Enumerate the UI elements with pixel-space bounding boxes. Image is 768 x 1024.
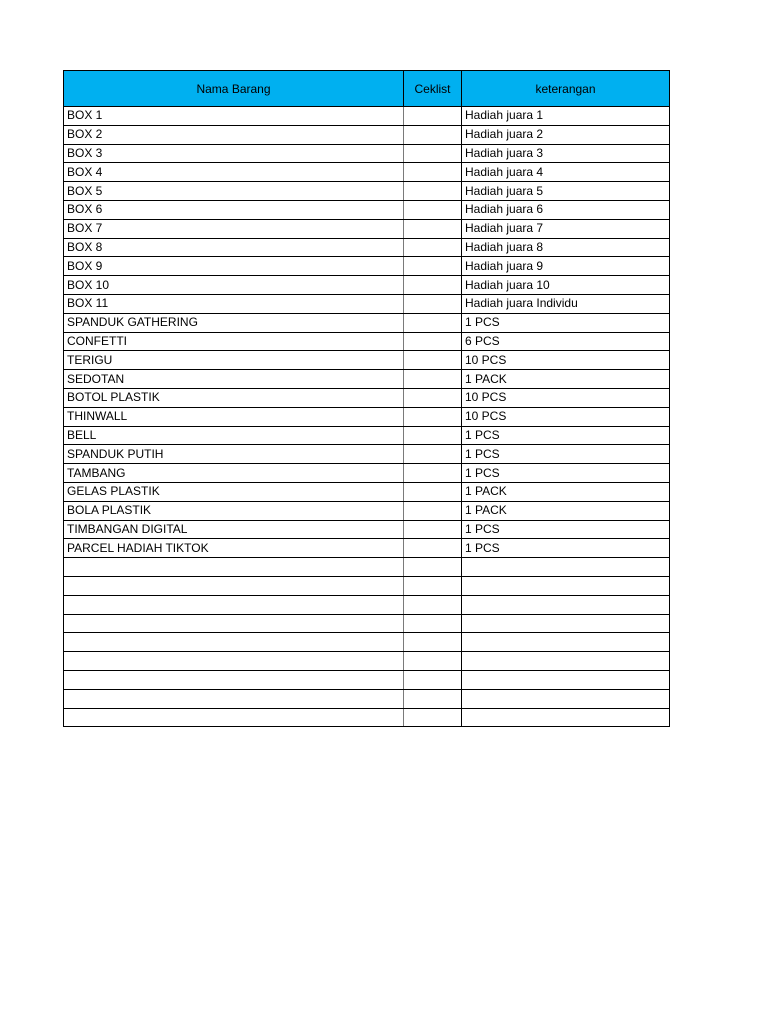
cell-nama-barang[interactable]: TAMBANG — [64, 464, 404, 483]
cell-keterangan[interactable]: 1 PCS — [462, 426, 670, 445]
cell-nama-barang[interactable]: BOX 1 — [64, 107, 404, 126]
cell-nama-barang[interactable]: BOX 4 — [64, 163, 404, 182]
cell-keterangan[interactable]: Hadiah juara 9 — [462, 257, 670, 276]
header-keterangan[interactable]: keterangan — [462, 71, 670, 107]
cell-nama-barang[interactable]: CONFETTI — [64, 332, 404, 351]
table-row — [64, 614, 670, 633]
cell-keterangan[interactable]: Hadiah juara 4 — [462, 163, 670, 182]
cell-ceklist[interactable] — [404, 332, 462, 351]
cell-nama-barang[interactable]: BOX 5 — [64, 182, 404, 201]
cell-ceklist[interactable] — [404, 558, 462, 577]
cell-ceklist[interactable] — [404, 482, 462, 501]
cell-keterangan[interactable]: Hadiah juara 3 — [462, 144, 670, 163]
cell-ceklist[interactable] — [404, 670, 462, 689]
cell-keterangan[interactable] — [462, 708, 670, 727]
cell-nama-barang[interactable]: BOX 11 — [64, 294, 404, 313]
cell-ceklist[interactable] — [404, 426, 462, 445]
cell-nama-barang[interactable]: TERIGU — [64, 351, 404, 370]
header-nama-barang[interactable]: Nama Barang — [64, 71, 404, 107]
cell-keterangan[interactable]: 10 PCS — [462, 351, 670, 370]
cell-nama-barang[interactable] — [64, 614, 404, 633]
cell-keterangan[interactable]: Hadiah juara 10 — [462, 276, 670, 295]
cell-nama-barang[interactable]: GELAS PLASTIK — [64, 482, 404, 501]
cell-ceklist[interactable] — [404, 407, 462, 426]
cell-keterangan[interactable]: Hadiah juara 5 — [462, 182, 670, 201]
table-row — [64, 107, 670, 126]
cell-nama-barang[interactable]: BOTOL PLASTIK — [64, 388, 404, 407]
cell-nama-barang[interactable]: BOX 8 — [64, 238, 404, 257]
cell-nama-barang[interactable]: BELL — [64, 426, 404, 445]
cell-ceklist[interactable] — [404, 351, 462, 370]
table-row — [64, 595, 670, 614]
table-row — [64, 294, 670, 313]
cell-nama-barang[interactable] — [64, 595, 404, 614]
cell-nama-barang[interactable]: BOX 6 — [64, 200, 404, 219]
table-row — [64, 407, 670, 426]
cell-ceklist[interactable] — [404, 708, 462, 727]
table-row — [64, 558, 670, 577]
cell-nama-barang[interactable] — [64, 689, 404, 708]
cell-nama-barang[interactable] — [64, 708, 404, 727]
cell-keterangan[interactable]: 1 PCS — [462, 539, 670, 558]
cell-nama-barang[interactable] — [64, 670, 404, 689]
cell-keterangan[interactable]: 6 PCS — [462, 332, 670, 351]
cell-ceklist[interactable] — [404, 539, 462, 558]
table-row — [64, 313, 670, 332]
table-row — [64, 576, 670, 595]
cell-ceklist[interactable] — [404, 125, 462, 144]
cell-ceklist[interactable] — [404, 614, 462, 633]
cell-nama-barang[interactable] — [64, 633, 404, 652]
cell-keterangan[interactable] — [462, 614, 670, 633]
cell-keterangan[interactable]: 10 PCS — [462, 407, 670, 426]
cell-keterangan[interactable] — [462, 595, 670, 614]
table-row — [64, 670, 670, 689]
cell-ceklist[interactable] — [404, 501, 462, 520]
table-row — [64, 200, 670, 219]
table-row — [64, 163, 670, 182]
cell-keterangan[interactable]: 1 PCS — [462, 464, 670, 483]
cell-nama-barang[interactable]: BOLA PLASTIK — [64, 501, 404, 520]
cell-keterangan[interactable]: Hadiah juara Individu — [462, 294, 670, 313]
cell-nama-barang[interactable]: SPANDUK GATHERING — [64, 313, 404, 332]
table-row — [64, 238, 670, 257]
cell-ceklist[interactable] — [404, 689, 462, 708]
cell-keterangan[interactable] — [462, 670, 670, 689]
cell-ceklist[interactable] — [404, 182, 462, 201]
cell-nama-barang[interactable]: BOX 10 — [64, 276, 404, 295]
cell-ceklist[interactable] — [404, 313, 462, 332]
cell-keterangan[interactable] — [462, 652, 670, 671]
cell-keterangan[interactable]: 1 PCS — [462, 313, 670, 332]
table-row — [64, 182, 670, 201]
cell-keterangan[interactable] — [462, 689, 670, 708]
cell-keterangan[interactable]: 1 PCS — [462, 520, 670, 539]
cell-nama-barang[interactable]: BOX 7 — [64, 219, 404, 238]
table-body — [64, 107, 670, 727]
table-row — [64, 520, 670, 539]
cell-ceklist[interactable] — [404, 652, 462, 671]
cell-keterangan[interactable] — [462, 576, 670, 595]
item-checklist-table — [63, 70, 670, 727]
table-row — [64, 332, 670, 351]
cell-ceklist[interactable] — [404, 633, 462, 652]
cell-keterangan[interactable]: Hadiah juara 1 — [462, 107, 670, 126]
table-row — [64, 501, 670, 520]
cell-nama-barang[interactable]: TIMBANGAN DIGITAL — [64, 520, 404, 539]
header-row — [64, 71, 670, 107]
table-row — [64, 426, 670, 445]
cell-keterangan[interactable]: 1 PACK — [462, 501, 670, 520]
cell-keterangan[interactable]: Hadiah juara 8 — [462, 238, 670, 257]
cell-nama-barang[interactable] — [64, 576, 404, 595]
table-row — [64, 144, 670, 163]
cell-nama-barang[interactable] — [64, 652, 404, 671]
table-row — [64, 464, 670, 483]
table-row — [64, 633, 670, 652]
cell-ceklist[interactable] — [404, 388, 462, 407]
table-row — [64, 539, 670, 558]
cell-ceklist[interactable] — [404, 107, 462, 126]
cell-keterangan[interactable] — [462, 558, 670, 577]
header-ceklist[interactable]: Ceklist — [404, 71, 462, 107]
table-row — [64, 276, 670, 295]
cell-ceklist[interactable] — [404, 464, 462, 483]
cell-keterangan[interactable]: 1 PCS — [462, 445, 670, 464]
cell-nama-barang[interactable]: PARCEL HADIAH TIKTOK — [64, 539, 404, 558]
cell-keterangan[interactable]: 1 PACK — [462, 482, 670, 501]
cell-ceklist[interactable] — [404, 445, 462, 464]
table-row — [64, 257, 670, 276]
cell-keterangan[interactable] — [462, 633, 670, 652]
cell-keterangan[interactable]: 1 PACK — [462, 370, 670, 389]
table-row — [64, 370, 670, 389]
table-row — [64, 351, 670, 370]
table-row — [64, 388, 670, 407]
table-row — [64, 125, 670, 144]
cell-ceklist[interactable] — [404, 238, 462, 257]
cell-nama-barang[interactable]: BOX 2 — [64, 125, 404, 144]
cell-ceklist[interactable] — [404, 520, 462, 539]
cell-ceklist[interactable] — [404, 257, 462, 276]
cell-nama-barang[interactable]: BOX 3 — [64, 144, 404, 163]
cell-keterangan[interactable]: Hadiah juara 6 — [462, 200, 670, 219]
cell-ceklist[interactable] — [404, 219, 462, 238]
cell-keterangan[interactable]: 10 PCS — [462, 388, 670, 407]
table-row — [64, 689, 670, 708]
table-row — [64, 219, 670, 238]
table-row — [64, 482, 670, 501]
cell-keterangan[interactable]: Hadiah juara 2 — [462, 125, 670, 144]
table-row — [64, 708, 670, 727]
cell-nama-barang[interactable]: BOX 9 — [64, 257, 404, 276]
cell-ceklist[interactable] — [404, 163, 462, 182]
cell-ceklist[interactable] — [404, 294, 462, 313]
cell-keterangan[interactable]: Hadiah juara 7 — [462, 219, 670, 238]
cell-ceklist[interactable] — [404, 276, 462, 295]
cell-ceklist[interactable] — [404, 595, 462, 614]
table-row — [64, 652, 670, 671]
cell-ceklist[interactable] — [404, 576, 462, 595]
table-row — [64, 445, 670, 464]
cell-nama-barang[interactable]: SPANDUK PUTIH — [64, 445, 404, 464]
cell-nama-barang[interactable]: SEDOTAN — [64, 370, 404, 389]
cell-nama-barang[interactable]: THINWALL — [64, 407, 404, 426]
cell-nama-barang[interactable] — [64, 558, 404, 577]
cell-ceklist[interactable] — [404, 200, 462, 219]
cell-ceklist[interactable] — [404, 370, 462, 389]
cell-ceklist[interactable] — [404, 144, 462, 163]
